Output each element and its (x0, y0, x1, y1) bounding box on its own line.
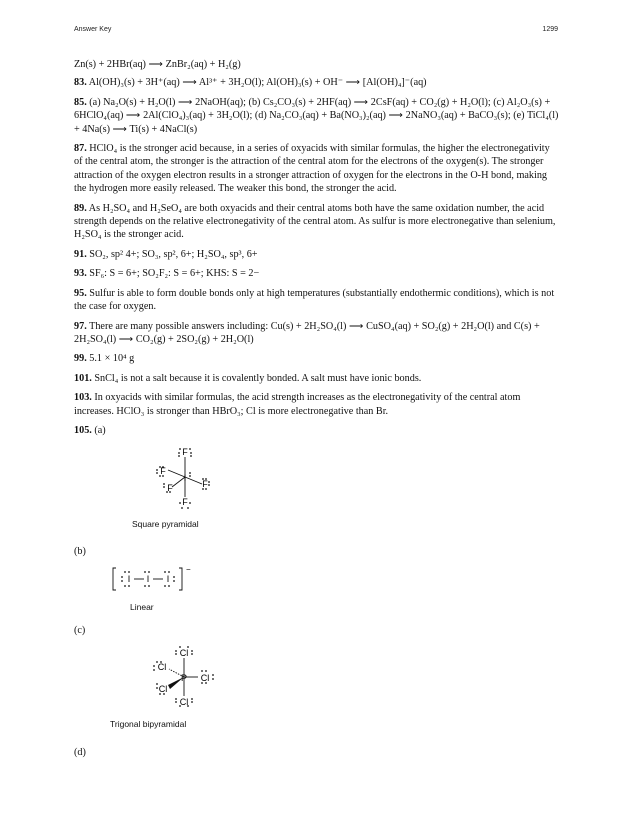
square-pyramidal-diagram (110, 443, 230, 511)
answer-89 (74, 202, 560, 242)
answer-93 (74, 267, 560, 280)
answer-number: 95. (74, 287, 87, 299)
answer-number: 89. (74, 202, 87, 214)
answer-99 (74, 352, 560, 365)
part-label-b: (b) (74, 546, 86, 558)
answer-87 (74, 142, 560, 196)
answer-text: 5.1 × 10⁴ g (89, 353, 135, 365)
answer-97 (74, 320, 560, 347)
answer-text: Al(OH)₃(s) + 3H⁺(aq) ⟶ Al³⁺ + 3H₂O(l); Al(OH)₃(s) + OH⁻ ⟶ [Al(OH)₄]⁻(aq) (88, 77, 427, 89)
iodine-atom-label: I (183, 473, 187, 484)
structure-caption: Linear (130, 601, 154, 612)
fluorine-atom-label: F (167, 483, 173, 494)
answer-number: 105. (74, 424, 92, 436)
fluorine-atom-label: F (160, 466, 166, 477)
zinc-reaction-equation: Zn(s) + 2HBr(aq) ⟶ ZnBr₂(aq) + H₂(g) (74, 59, 241, 70)
answer-number: 83. (74, 77, 87, 89)
answer-number: 99. (74, 353, 87, 365)
answer-91 (74, 248, 560, 261)
answer-85 (74, 96, 560, 136)
linear-diagram (110, 565, 230, 595)
part-label-c: (c) (74, 625, 86, 637)
answer-text: (a) Na₂O(s) + H₂O(l) ⟶ 2NaOH(aq); (b) Cs₂CO₃(s) + 2HF(aq) ⟶ 2CsF(aq) + CO₂(g) + H₂O(l); (c) Al₂O₃(s) + 6HClO₄(aq) ⟶ 2Al(ClO₄)₃(aq) + 3H₂O(l); (d) Na₂CO₃(aq) + Ba(NO₃)₂(aq) ⟶ 2NaNO₃(aq) + BaCO₃(s); (e) TiCl₄(l) + 4Na(s) ⟶ Ti(s) + 4NaCl(s) (74, 96, 559, 135)
lewis-structure-square-pyramidal (110, 443, 560, 531)
answer-text: As H₂SO₄ and H₂SeO₄ are both oxyacids and their central atoms both have the same oxidation number, the acid strength depends on the relative electronegativity of the central atom. As sulfur is more electronegative than selenium, H₂SO₄ is the stronger acid. (74, 202, 556, 241)
answer-text: SO₂, sp² 4+; SO₃, sp², 6+; H₂SO₄, sp³, 6+ (89, 248, 258, 260)
chlorine-atom-label: Cl (200, 672, 210, 683)
answer-number: 103. (74, 392, 92, 404)
iodine-atom-label: I (166, 573, 170, 584)
lewis-structure-trigonal-bipyramidal (110, 644, 560, 732)
phosphorus-atom-label: P (180, 672, 188, 683)
answer-95 (74, 287, 560, 314)
iodine-atom-label: I (127, 573, 131, 584)
chlorine-atom-label: Cl (179, 647, 189, 658)
answer-text: SF₆: S = 6+; SO₂F₂: S = 6+; KHS: S = 2− (89, 268, 260, 280)
answer-number: 97. (74, 320, 87, 332)
structure-caption: Trigonal bipyramidal (110, 719, 187, 730)
answer-number: 85. (74, 96, 87, 108)
answer-key-content (74, 58, 560, 765)
answer-text: HClO₄ is the stronger acid because, in a series of oxyacids with similar formulas, the higher the electronegativity of the central atom, the stronger is the attraction of the central atom for the electrons of the oxygen(s). The stronger attraction of the oxygen electron results in a stronger attraction of oxygen for the electrons in the O-H bond, making the hydrogen more easily released. The weaker this bond, the stronger the acid. (74, 143, 550, 195)
answer-105 (74, 424, 560, 437)
answer-text: In oxyacids with similar formulas, the acid strength increases as the electronegativity of the central atom increases. HClO₃ is stronger than HBrO₃; Cl is more electronegative than Br. (74, 392, 521, 417)
iodine-atom-label: I (146, 573, 150, 584)
answer-number: 91. (74, 248, 87, 260)
answer-text: (a) (94, 424, 106, 436)
answer-text: Sulfur is able to form double bonds only at high temperatures (substantially endothermic conditions), which is not the case for oxygen. (74, 287, 555, 313)
answer-number: 87. (74, 143, 87, 155)
structure-caption: Square pyramidal (132, 518, 199, 529)
answer-text: SnCl₄ is not a salt because it is covalently bonded. A salt must have ionic bonds. (94, 372, 422, 384)
ion-charge-label: − (186, 564, 191, 574)
answer-103 (74, 391, 560, 418)
answer-101 (74, 372, 560, 385)
chlorine-atom-label: Cl (158, 683, 168, 694)
fluorine-atom-label: F (202, 479, 208, 490)
answer-83 (74, 76, 560, 89)
chlorine-atom-label: Cl (179, 696, 189, 707)
answer-number: 93. (74, 268, 87, 280)
chlorine-atom-label: Cl (157, 661, 167, 672)
answer-text: There are many possible answers including: Cu(s) + 2H₂SO₄(l) ⟶ CuSO₄(aq) + SO₂(g) + 2H₂O(l) and C(s) + 2H₂SO₄(l) ⟶ CO₂(g) + 2SO₂(g) + 2H₂O(l) (74, 320, 540, 345)
fluorine-atom-label: F (182, 447, 188, 458)
trigonal-bipyramidal-diagram (110, 644, 230, 712)
fluorine-atom-label: F (182, 497, 188, 508)
answer-number: 101. (74, 372, 92, 384)
running-header-left: Answer Key (74, 26, 112, 33)
page-number: 1299 (542, 26, 558, 33)
lewis-structure-linear (110, 565, 560, 615)
part-label-d: (d) (74, 746, 86, 758)
